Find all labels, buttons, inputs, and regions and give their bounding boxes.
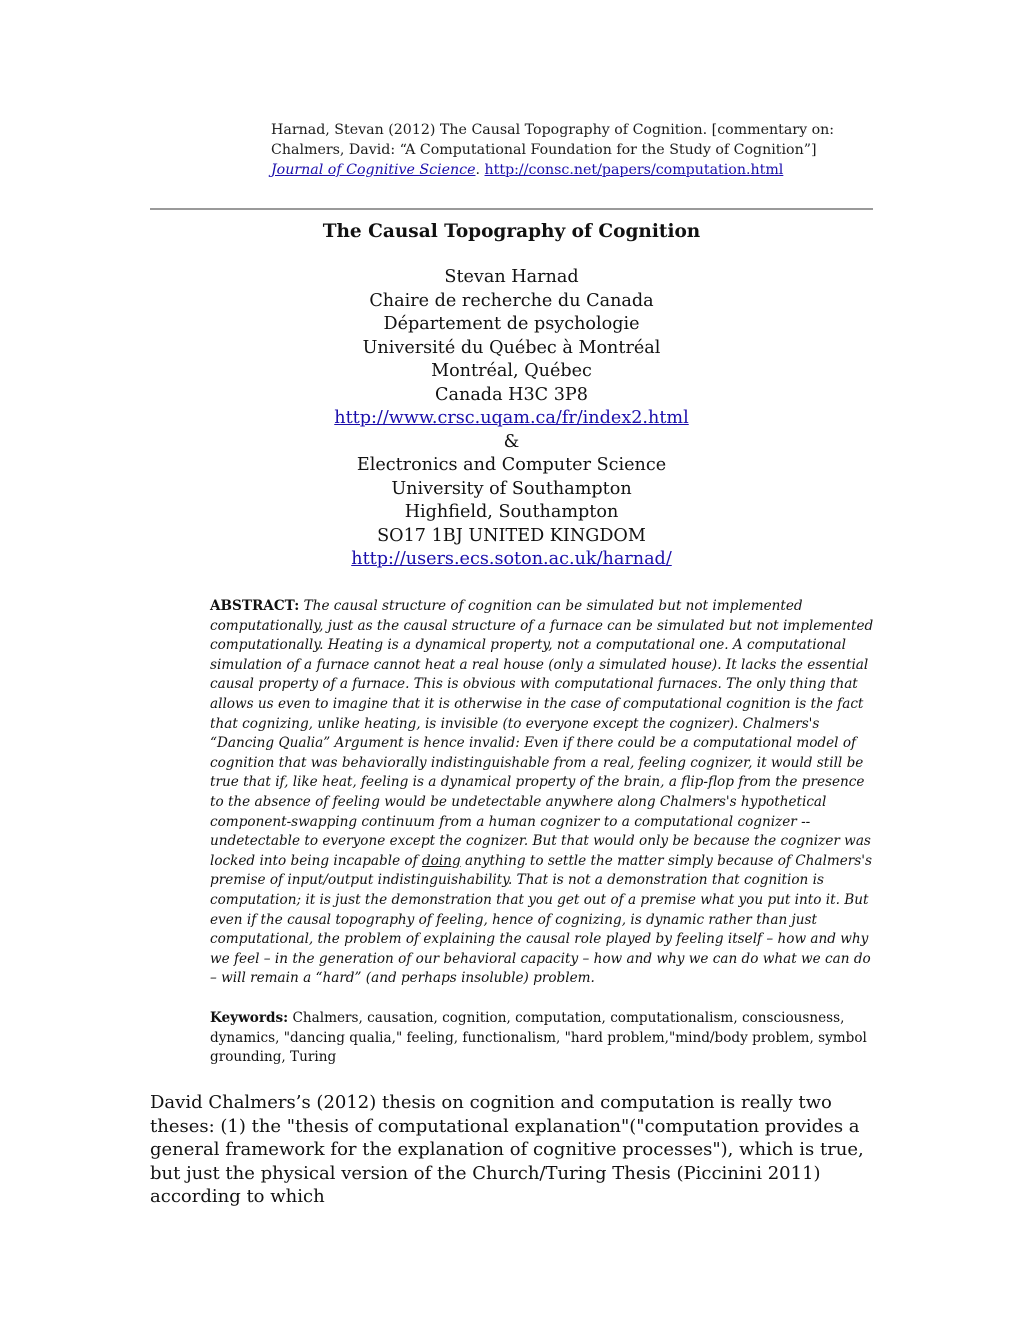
abstract-label: ABSTRACT: bbox=[210, 598, 300, 614]
abstract-text: anything to settle the matter simply because of Chalmers's premise of input/output indistinguishability. That is not a demonstration that cognition is computation; it is just the demonstration that you get out of a premise what you put into it. But even if the causal topography of feeling, hence of cognizing, is dynamic rather than just computational, the problem of explaining the causal role played by feeling itself – how and why we feel – in the generation of our behavioral capacity – how and why we can do what we can do – will remain a “hard” (and perhaps insoluble) problem. bbox=[210, 852, 872, 987]
affiliation-line: University of Southampton bbox=[391, 478, 632, 499]
abstract bbox=[210, 597, 877, 989]
affiliation-line: Chaire de recherche du Canada bbox=[369, 290, 654, 311]
author-name: Stevan Harnad bbox=[444, 267, 579, 287]
abstract-text: The causal structure of cognition can be simulated but not implemented computationally, just as the causal structure of a furnace can be simulated but not implemented computationally. Heating is a dynamical property, not a computational one. A computational simulation of a furnace cannot heat a real house (only a simulated house). It lacks the essential causal property of a furnace. This is obvious with computational furnaces. The only thing that allows us even to imagine that it is otherwise in the case of computational cognition is the fact that cognizing, unlike heating, is invisible (to everyone except the cognizer). Chalmers's “Dancing Qualia” Argument is hence invalid: Even if there could be a computational model of cognition that was behaviorally indistinguishable from a real, feeling cognizer, it would still be true that if, like heat, feeling is a dynamical property of the brain, a flip-flop from the presence to the absence of feeling would be undetectable anywhere along Chalmers's hypothetical component-swapping continuum from a human cognizer to a computational cognizer -- undetectable to everyone except the cognizer. But that would only be because the cognizer was locked into being incapable of bbox=[210, 598, 874, 869]
horizontal-divider bbox=[150, 208, 873, 210]
affiliation-line: SO17 1BJ UNITED KINGDOM bbox=[377, 525, 646, 546]
affiliation-line: Montréal, Québec bbox=[431, 361, 592, 381]
ampersand: & bbox=[503, 431, 520, 452]
citation bbox=[271, 120, 867, 180]
affiliation-line: Canada H3C 3P8 bbox=[435, 384, 588, 405]
soton-url-link[interactable]: http://users.ecs.soton.ac.uk/harnad/ bbox=[351, 549, 672, 569]
paper-title: The Causal Topography of Cognition bbox=[322, 221, 701, 242]
affiliation-line: Electronics and Computer Science bbox=[356, 455, 667, 475]
keywords-label: Keywords: bbox=[210, 1010, 289, 1026]
citation-text: Harnad, Stevan (2012) The Causal Topography of Cognition. [commentary on: Chalmers, David: “A Computational Foundation for the Study of Cognition”] bbox=[271, 122, 835, 158]
journal-link[interactable]: Journal of Cognitive Science bbox=[271, 162, 476, 178]
uqam-url-link[interactable]: http://www.crsc.uqam.ca/fr/index2.html bbox=[334, 408, 689, 428]
citation-separator: . bbox=[475, 162, 485, 178]
affiliation-line: Département de psychologie bbox=[383, 314, 640, 334]
keywords-text: Chalmers, causation, cognition, computation, computationalism, consciousness, dynamics, "dancing qualia," feeling, functionalism, "hard problem,"mind/body problem, symbol grounding, Turing bbox=[210, 1010, 867, 1065]
affiliation-line: Université du Québec à Montréal bbox=[362, 337, 661, 358]
abstract-underlined-word: doing bbox=[421, 852, 461, 869]
citation-url-link[interactable]: http://consc.net/papers/computation.html bbox=[484, 162, 784, 178]
keywords bbox=[210, 1009, 872, 1068]
affiliation-line: Highfield, Southampton bbox=[404, 502, 619, 522]
author-block bbox=[150, 266, 873, 572]
body-paragraph: David Chalmers’s (2012) thesis on cognition and computation is really two theses: (1) the "thesis of computational explanation"("computation provides a general framework for the explanation of cognitive processes"), which is true, but just the physical version of the Church/Turing Thesis (Piccinini 2011) according to which bbox=[150, 1092, 864, 1207]
